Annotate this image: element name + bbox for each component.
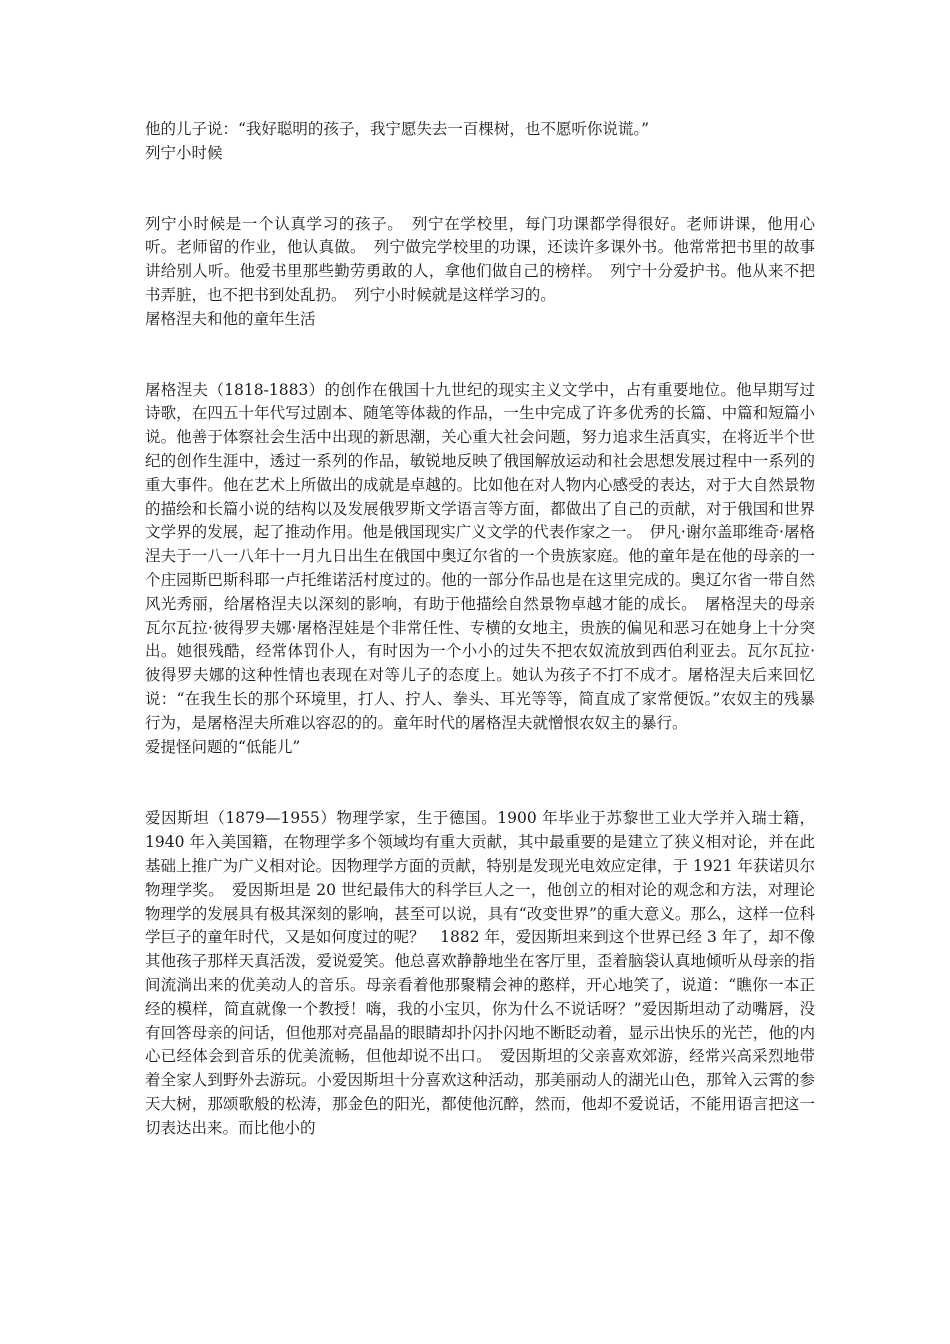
section-body-lenin: 列宁小时候是一个认真学习的孩子。 列宁在学校里，每门功课都学得很好。老师讲课，他用心听。老师留的作业，他认真做。 列宁做完学校里的功课，还读许多课外书。他常常把书里的故事讲给别人听。他爱书里那些勤劳勇敢的人，拿他们做自己的榜样。 列宁十分爱护书。他从来不把书弄脏，也不把书到处乱扔。 列宁小时候就是这样学习的。	[145, 214, 815, 304]
section-title-lenin: 列宁小时候	[145, 143, 223, 162]
section-gap	[145, 332, 815, 379]
section-gap	[145, 759, 815, 807]
section-body-turgenev: 屠格涅夫（1818-1883）的创作在俄国十九世纪的现实主义文学中，占有重要地位。他早期写过诗歌，在四五十年代写过剧本、随笔等体裁的作品，一生中完成了许多优秀的长篇、中篇和短篇小说。他善于体察社会生活中出现的新思潮，关心重大社会问题，努力追求生活真实，在将近半个世纪的创作生涯中，透过一系列的作品，敏锐地反映了俄国解放运动和社会思想发展过程中一系列的重大事件。他在艺术上所做出的成就是卓越的。比如他在对人物内心感受的表达，对于大自然景物的描绘和长篇小说的结构以及发展俄罗斯文学语言等方面，都做出了自己的贡献，对于俄国和世界文学界的发展，起了推动作用。他是俄国现实广义文学的代表作家之一。 伊凡·谢尔盖耶维奇·屠格涅夫于一八一八年十一月九日出生在俄国中奥辽尔省的一个贵族家庭。他的童年是在他的母亲的一个庄园斯巴斯科耶一卢托维诺活村度过的。他的一部分作品也是在这里完成的。奥辽尔省一带自然风光秀丽，给屠格涅夫以深刻的影响，有助于他描绘自然景物卓越才能的成长。 屠格涅夫的母亲瓦尔瓦拉·彼得罗夫娜·屠格涅娃是个非常任性、专横的女地主，贵族的偏见和恶习在她身上十分突出。她很残酷，经常体罚仆人，有时因为一个小小的过失不把农奴流放到西伯利亚去。瓦尔瓦拉·彼得罗夫娜的这种性情也表现在对等儿子的态度上。她认为孩子不打不成才。屠格涅夫后来回忆说：“在我生长的那个环境里，打人、拧人、拳头、耳光等等，简直成了家常便饭。”农奴主的残暴行为，是屠格涅夫所难以容忍的的。童年时代的屠格涅夫就憎恨农奴主的暴行。	[145, 380, 815, 732]
section-title-einstein: 爱提怪问题的“低能儿”	[145, 737, 301, 756]
section-gap	[145, 166, 815, 213]
section-title-turgenev: 屠格涅夫和他的童年生活	[145, 309, 316, 328]
intro-quote: 他的儿子说：“我好聪明的孩子，我宁愿失去一百棵树，也不愿听你说谎。”	[145, 120, 650, 138]
section-body-einstein: 爱因斯坦（1879—1955）物理学家，生于德国。1900 年毕业于苏黎世工业大学并入瑞士籍，1940 年入美国籍，在物理学多个领域均有重大贡献，其中最重要的是建立了狭义相对论，并在此基础上推广为广义相对论。因物理学方面的贡献，特别是发现光电效应定律，于 1921 年获诺贝尔物理学奖。 爱因斯坦是 20 世纪最伟大的科学巨人之一，他创立的相对论的观念和方法，对理论物理学的发展具有极其深刻的影响，甚至可以说，具有“改变世界”的重大意义。那么，这样一位科学巨子的童年时代，又是如何度过的呢？ 1882 年，爱因斯坦来到这个世界已经 3 年了，却不像其他孩子那样天真活泼，爱说爱笑。他总喜欢静静地坐在客厅里，歪着脑袋认真地倾听从母亲的指间流淌出来的优美动人的音乐。母亲看着他那聚精会神的憨样，开心地笑了，说道：“瞧你一本正经的模样，简直就像一个教授！嗨，我的小宝贝，你为什么不说话呀？”爱因斯坦动了动嘴唇，没有回答母亲的问话，但他那对亮晶晶的眼睛却扑闪扑闪地不断眨动着，显示出快乐的光芒，他的内心已经体会到音乐的优美流畅，但他却说不出口。 爱因斯坦的父亲喜欢郊游，经常兴高采烈地带着全家人到野外去游玩。小爱因斯坦十分喜欢这种活动，那美丽动人的湖光山色，那耸入云霄的参天大树，那颂歌般的松涛，那金色的阳光，都使他沉醉，然而，他却不爱说话，不能用语言把这一切表达出来。而比他小的	[145, 809, 815, 1137]
document-page	[145, 118, 815, 1140]
